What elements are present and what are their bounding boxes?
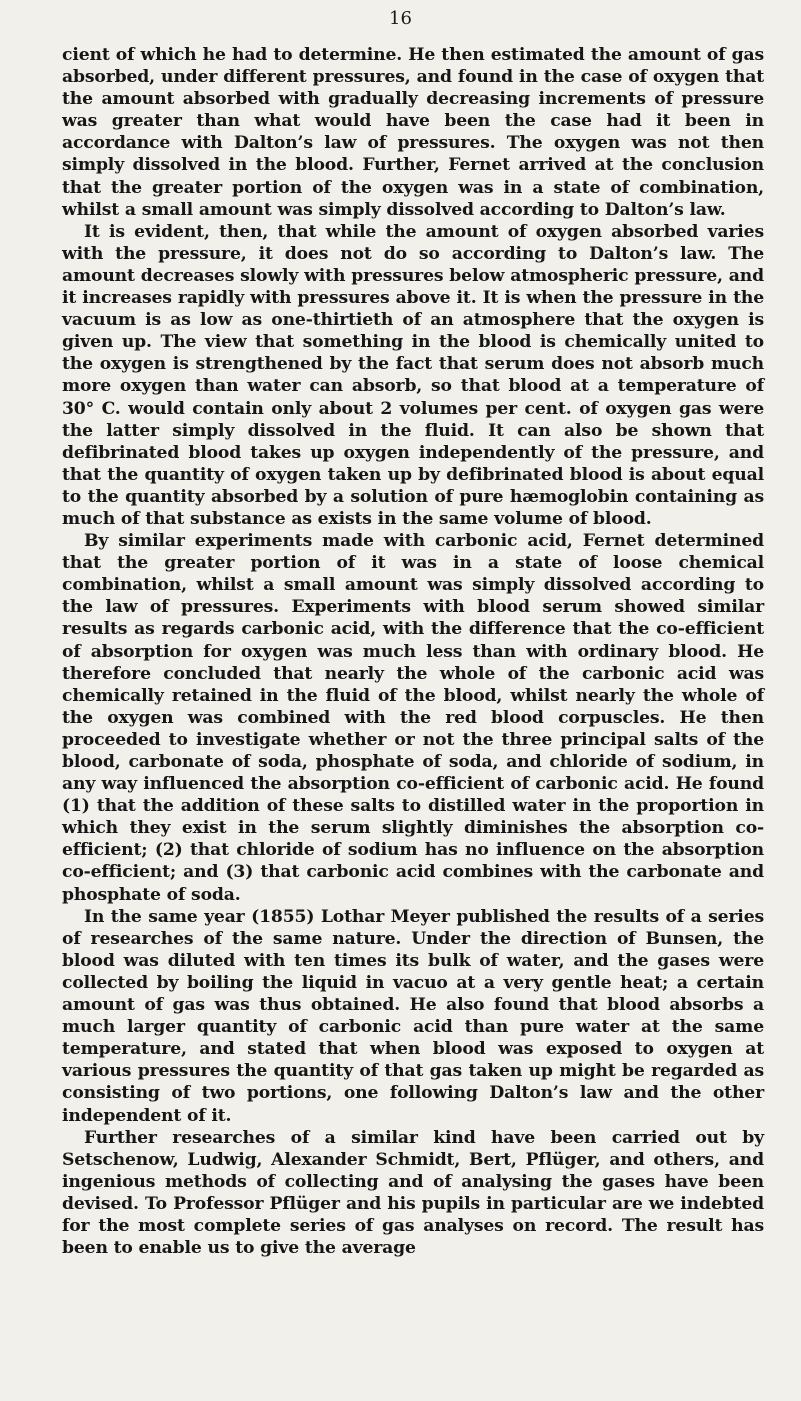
- body-text: [62, 44, 764, 1259]
- paragraph-dalton-law: It is evident, then, that while the amount of oxygen absorbed varies with the pressure, it does not do so according to Dalton’s law. The amount decreases slowly with pressures below atmospheric pressure, and it increases rapidly with pressures above it. It is when the pressure in the vacuum is as low as one-thirtieth of an atmosphere that the oxygen is given up. The view that something in the blood is chemically united to the oxygen is strengthened by the fact that serum does not absorb much more oxygen than water can absorb, so that blood at a temperature of 30° C. would contain only about 2 volumes per cent. of oxygen gas were the latter simply dissolved in the fluid. It can also be shown that defibrinated blood takes up oxygen independently of the pressure, and that the quantity of oxygen taken up by defibrinated blood is about equal to the quantity absorbed by a solution of pure hæmoglobin containing as much of that substance as exists in the same volume of blood.: [62, 221, 764, 529]
- paragraph-further-researches: Further researches of a similar kind have been carried out by Setschenow, Ludwig, Alexander Schmidt, Bert, Pflüger, and others, and ingenious methods of collecting and of analysing the gases have been devised. To Professor Pflüger and his pupils in particular are we indebted for the most complete series of gas analyses on record. The result has been to enable us to give the average: [62, 1127, 764, 1259]
- paragraph-continuation: cient of which he had to determine. He then estimated the amount of gas absorbed, under different pressures, and found in the case of oxygen that the amount absorbed with gradually decreasing increments of pressure was greater than what would have been the case had it been in accordance with Dalton’s law of pressures. The oxygen was not then simply dissolved in the blood. Further, Fernet arrived at the conclusion that the greater portion of the oxygen was in a state of combination, whilst a small amount was simply dissolved according to Dalton’s law.: [62, 45, 764, 220]
- paragraph-lothar-meyer: In the same year (1855) Lothar Meyer published the results of a series of researches of the same nature. Under the direction of Bunsen, the blood was diluted with ten times its bulk of water, and the gases were collected by boiling the liquid in vacuo at a very gentle heat; a certain amount of gas was thus obtained. He also found that blood absorbs a much larger quantity of carbonic acid than pure water at the same temperature, and stated that when blood was exposed to oxygen at various pressures the quantity of that gas taken up might be regarded as consisting of two portions, one following Dalton’s law and the other independent of it.: [62, 906, 764, 1126]
- paragraph-carbonic-acid: By similar experiments made with carbonic acid, Fernet determined that the greater portion of it was in a state of loose chemical combination, whilst a small amount was simply dissolved according to the law of pressures. Experiments with blood serum showed similar results as regards carbonic acid, with the difference that the co-efficient of absorption for oxygen was much less than with ordinary blood. He therefore concluded that nearly the whole of the carbonic acid was chemically retained in the fluid of the blood, whilst nearly the whole of the oxygen was combined with the red blood corpuscles. He then proceeded to investigate whether or not the three principal salts of the blood, carbonate of soda, phosphate of soda, and chloride of sodium, in any way influenced the absorption co-efficient of carbonic acid. He found (1) that the addition of these salts to distilled water in the proportion in which they exist in the serum slightly diminishes the absorption co-efficient; (2) that chloride of sodium has no influence on the absorption co-efficient; and (3) that carbonic acid combines with the carbonate and phosphate of soda.: [62, 531, 764, 905]
- page-number: 16: [389, 8, 412, 29]
